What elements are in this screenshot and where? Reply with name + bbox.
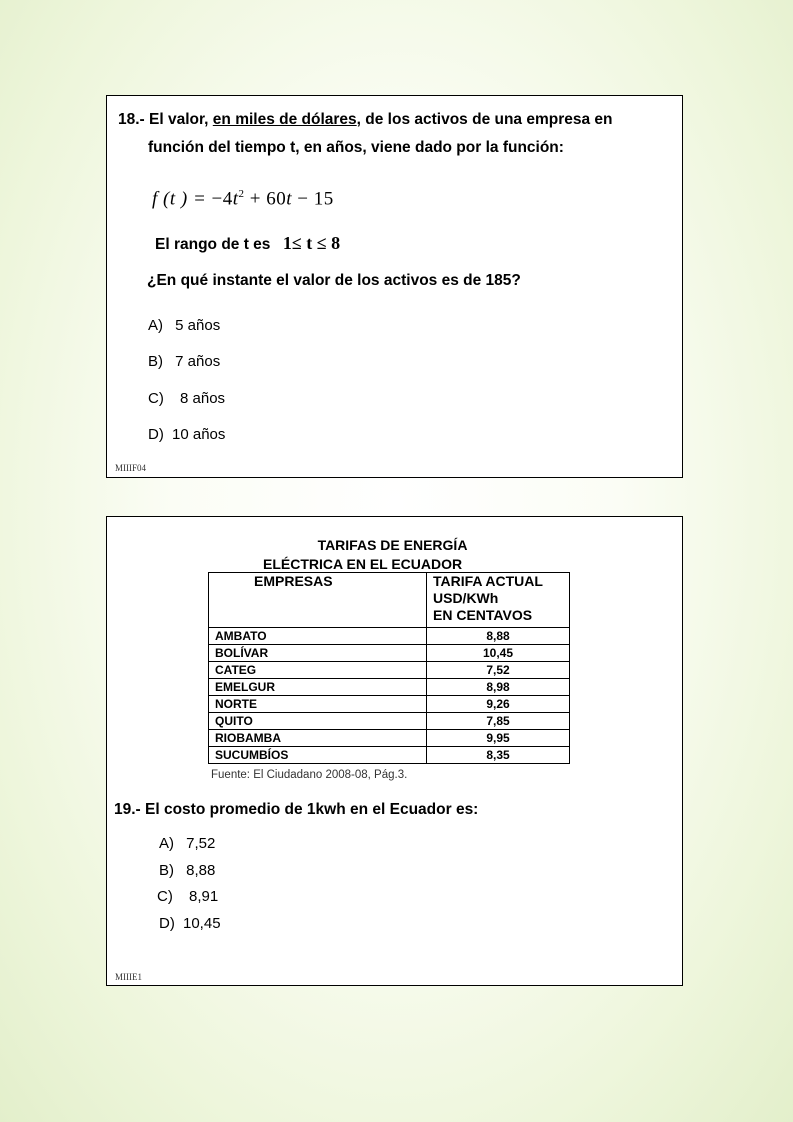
range-label: El rango de t es xyxy=(155,236,271,253)
option-text: 8,91 xyxy=(189,888,219,905)
formula-plus-term: + 60 xyxy=(244,188,287,210)
formula-t2: t xyxy=(286,188,293,210)
q19-option-a xyxy=(159,835,215,852)
option-text: 5 años xyxy=(175,317,221,334)
formula-tail: − 15 xyxy=(292,188,334,210)
q18-option-d xyxy=(148,426,225,443)
cell-company: RIOBAMBA xyxy=(209,730,427,747)
option-text: 10,45 xyxy=(183,915,221,932)
option-text: 7 años xyxy=(175,353,221,370)
range-expression: 1≤ t ≤ 8 xyxy=(282,233,341,253)
cell-tariff: 8,88 xyxy=(427,628,570,645)
cell-tariff: 9,26 xyxy=(427,696,570,713)
q18-option-b xyxy=(148,353,220,370)
q18-underlined-units: en miles de dólares xyxy=(212,111,357,128)
table-row xyxy=(209,628,570,645)
cell-tariff: 7,85 xyxy=(427,713,570,730)
table-row xyxy=(209,730,570,747)
cell-company: QUITO xyxy=(209,713,427,730)
cell-tariff: 7,52 xyxy=(427,662,570,679)
table-row xyxy=(209,747,570,764)
table-source: Fuente: El Ciudadano 2008-08, Pág.3. xyxy=(211,769,408,781)
q18-formula xyxy=(152,188,334,210)
option-letter: C) xyxy=(157,888,173,905)
cell-company: SUCUMBÍOS xyxy=(209,747,427,764)
cell-tariff: 9,95 xyxy=(427,730,570,747)
table-title-line1: TARIFAS DE ENERGÍA xyxy=(317,537,468,553)
q19-option-d xyxy=(159,915,221,932)
option-letter: A) xyxy=(159,835,174,852)
cell-tariff: 8,35 xyxy=(427,747,570,764)
question-19-card xyxy=(106,516,683,986)
formula-coef-a: 4 xyxy=(222,188,233,210)
cell-tariff: 10,45 xyxy=(427,645,570,662)
table-row xyxy=(209,696,570,713)
table-row xyxy=(209,662,570,679)
table-row xyxy=(209,713,570,730)
option-text: 8 años xyxy=(180,390,226,407)
tariff-table xyxy=(208,572,570,764)
table-title-line2: ELÉCTRICA EN EL ECUADOR xyxy=(263,556,463,572)
option-letter: C) xyxy=(148,390,164,407)
cell-company: AMBATO xyxy=(209,628,427,645)
cell-company: NORTE xyxy=(209,696,427,713)
q18-range xyxy=(155,233,340,254)
table-row xyxy=(209,679,570,696)
table-row xyxy=(209,645,570,662)
header-tariff: TARIFA ACTUAL USD/KWh EN CENTAVOS xyxy=(427,573,570,628)
formula-minus: − xyxy=(211,188,223,210)
q18-line1-pre: El valor, xyxy=(149,111,209,128)
cell-tariff: 8,98 xyxy=(427,679,570,696)
option-letter: A) xyxy=(148,317,163,334)
q18-option-a xyxy=(148,317,220,334)
q18-code: MIIIF04 xyxy=(115,463,146,473)
q19-option-c xyxy=(157,888,218,905)
q19-code: MIIIE1 xyxy=(115,972,142,982)
q18-option-c xyxy=(148,390,225,407)
cell-company: BOLÍVAR xyxy=(209,645,427,662)
formula-lhs: f (t ) = xyxy=(152,188,212,210)
formula-t1: t xyxy=(232,188,239,210)
option-letter: B) xyxy=(159,862,174,879)
q18-number: 18.- xyxy=(118,111,145,128)
option-text: 7,52 xyxy=(186,835,216,852)
cell-company: EMELGUR xyxy=(209,679,427,696)
option-text: 8,88 xyxy=(186,862,216,879)
q18-question: ¿En qué instante el valor de los activos es de 185? xyxy=(147,272,521,289)
q19-option-b xyxy=(159,862,215,879)
q18-line1 xyxy=(118,111,613,129)
table-header-row xyxy=(209,573,570,628)
formula-exponent: 2 xyxy=(238,188,245,200)
option-text: 10 años xyxy=(172,426,226,443)
option-letter: D) xyxy=(148,426,164,443)
cell-company: CATEG xyxy=(209,662,427,679)
option-letter: B) xyxy=(148,353,163,370)
option-letter: D) xyxy=(159,915,175,932)
header-company: EMPRESAS xyxy=(209,573,427,628)
q19-question: 19.- El costo promedio de 1kwh en el Ecuador es: xyxy=(114,801,479,818)
question-18-card xyxy=(106,95,683,478)
q18-line2: función del tiempo t, en años, viene dado por la función: xyxy=(148,139,564,156)
q18-line1-post: , de los activos de una empresa en xyxy=(356,111,613,128)
